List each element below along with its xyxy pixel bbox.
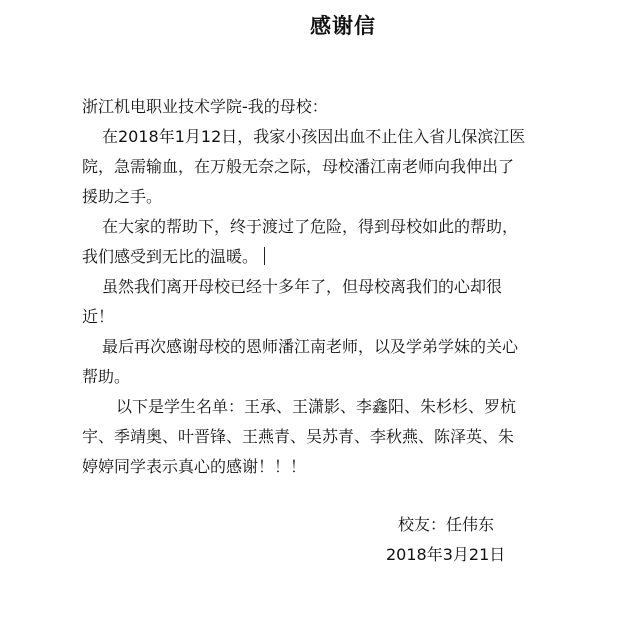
text-cursor <box>264 247 265 265</box>
signature: 校友：任伟东 <box>398 515 495 534</box>
paragraph-1-line-1: 在2018年1月12日，我家小孩因出血不止住入省儿保滨江医 <box>102 127 526 146</box>
paragraph-5-line-3: 婷婷同学表示真心的感谢！！！ <box>82 457 307 476</box>
paragraph-1-line-2: 院，急需输血，在万般无奈之际，母校潘江南老师向我伸出了 <box>82 157 515 176</box>
paragraph-1-line-3: 援助之手。 <box>82 187 163 206</box>
paragraph-2-line-2-wrap <box>82 242 552 272</box>
paragraph-3-line-2: 近！ <box>82 307 115 326</box>
letter-title: 感谢信 <box>310 14 376 38</box>
paragraph-4-line-1: 最后再次感谢母校的恩师潘江南老师，以及学弟学妹的关心 <box>102 337 519 356</box>
letter-date: 2018年3月21日 <box>386 545 506 564</box>
salutation: 浙江机电职业技术学院-我的母校： <box>82 97 328 116</box>
paragraph-4-line-2: 帮助。 <box>82 367 131 386</box>
paragraph-5-line-2: 宇、季靖奥、叶晋锋、王燕青、吴苏青、李秋燕、陈泽英、朱 <box>82 427 515 446</box>
paragraph-3-line-1: 虽然我们离开母校已经十多年了，但母校离我们的心却很 <box>102 277 503 296</box>
paragraph-2-line-2: 我们感受到无比的温暖。 <box>82 247 259 266</box>
paragraph-2-line-1: 在大家的帮助下，终于渡过了危险，得到母校如此的帮助， <box>102 217 519 236</box>
letter-body <box>82 92 552 482</box>
paragraph-5-line-1: 以下是学生名单：王承、王潇影、李鑫阳、朱杉杉、罗杭 <box>116 397 517 416</box>
